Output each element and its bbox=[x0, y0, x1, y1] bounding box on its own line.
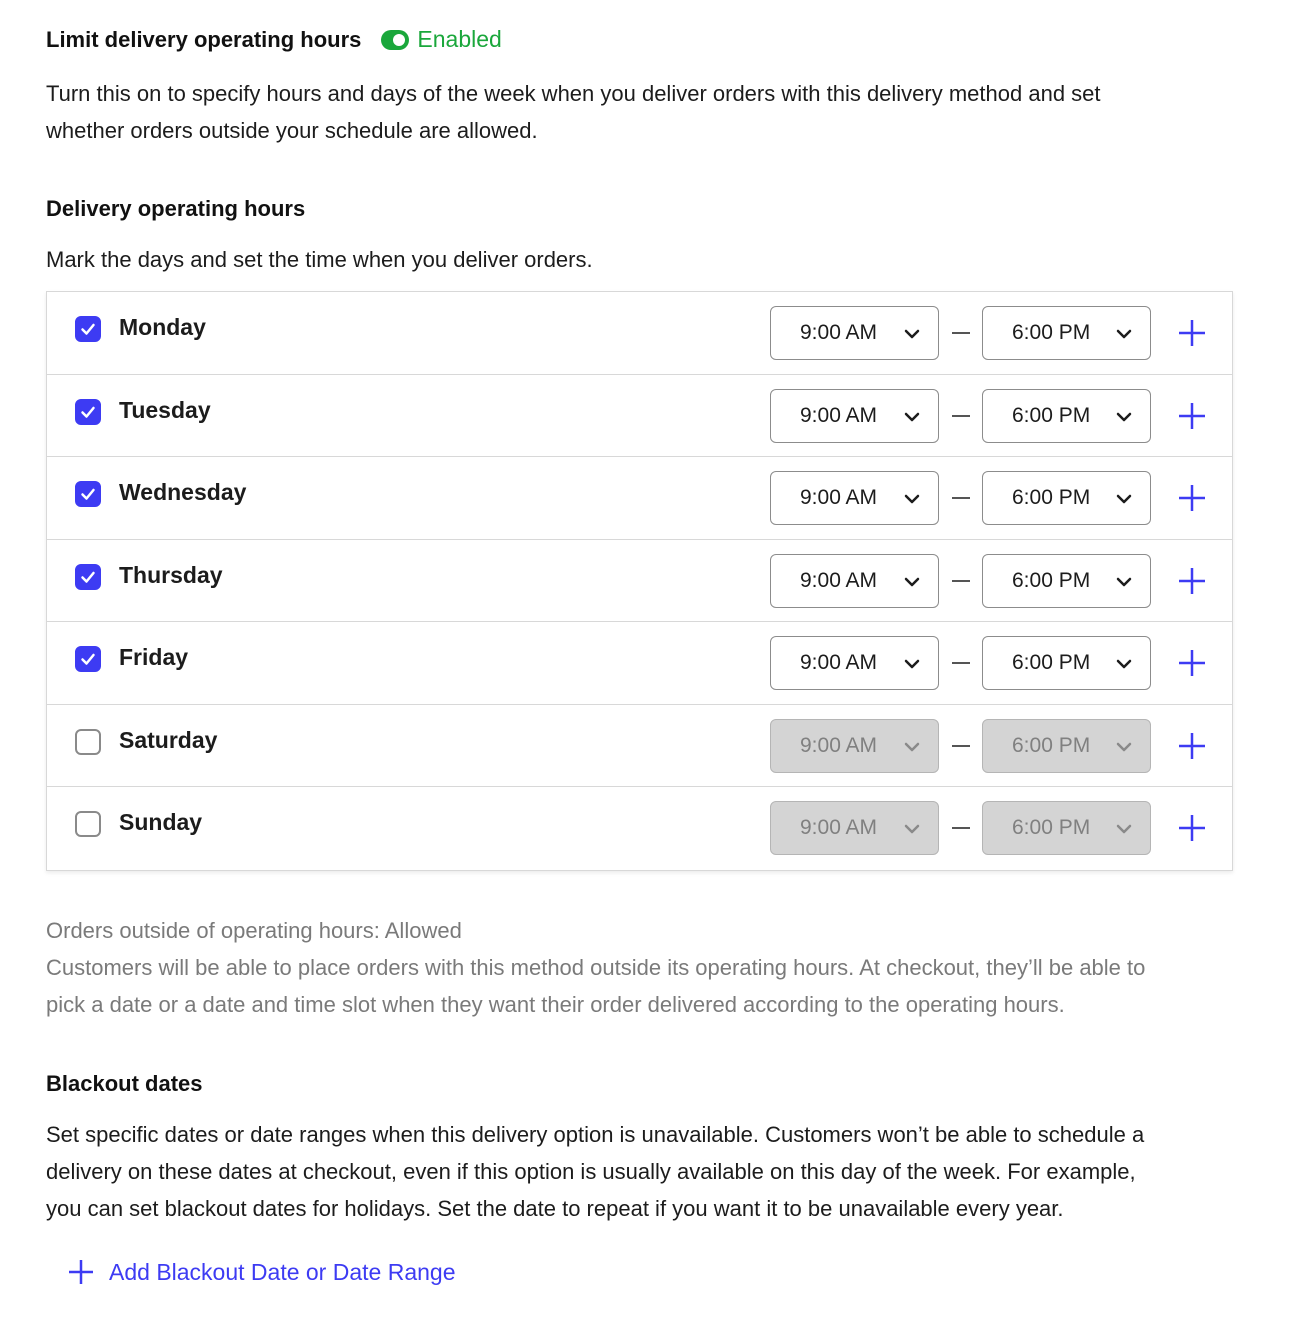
day-label: Friday bbox=[119, 644, 189, 670]
chevron-down-icon bbox=[904, 739, 920, 757]
add-time-slot-button[interactable] bbox=[1178, 484, 1206, 512]
chevron-down-icon bbox=[1116, 409, 1132, 427]
end-time-value: 6:00 PM bbox=[1012, 403, 1091, 427]
day-checkbox[interactable] bbox=[75, 646, 101, 672]
chevron-down-icon bbox=[1116, 326, 1132, 344]
day-row-wednesday bbox=[47, 457, 1232, 540]
end-time-value: 6:00 PM bbox=[1012, 486, 1091, 509]
start-time-value: 9:00 AM bbox=[800, 568, 878, 592]
toggle-status-label: Enabled bbox=[417, 26, 502, 52]
start-time-select[interactable] bbox=[770, 801, 939, 855]
limit-hours-toggle[interactable] bbox=[381, 26, 501, 53]
day-row-thursday bbox=[47, 540, 1232, 623]
check-icon bbox=[80, 321, 96, 337]
chevron-down-icon bbox=[904, 821, 920, 839]
plus-icon bbox=[1178, 732, 1206, 760]
start-time-value: 9:00 AM bbox=[800, 651, 878, 674]
time-range-separator bbox=[952, 580, 970, 582]
day-row-friday bbox=[47, 622, 1232, 705]
add-time-slot-button[interactable] bbox=[1178, 402, 1206, 430]
start-time-select[interactable] bbox=[770, 471, 939, 525]
plus-icon bbox=[1178, 402, 1206, 430]
plus-icon bbox=[1178, 319, 1206, 347]
time-range-separator bbox=[952, 662, 970, 664]
day-checkbox[interactable] bbox=[75, 481, 101, 507]
day-label: Thursday bbox=[119, 561, 223, 588]
chevron-down-icon bbox=[904, 656, 920, 674]
end-time-value: 6:00 PM bbox=[1012, 568, 1091, 592]
chevron-down-icon bbox=[904, 326, 920, 344]
check-icon bbox=[80, 569, 96, 585]
add-time-slot-button[interactable] bbox=[1178, 567, 1206, 595]
day-row-tuesday bbox=[47, 375, 1232, 458]
chevron-down-icon bbox=[904, 574, 920, 592]
operating-hours-table bbox=[46, 291, 1233, 871]
day-label: Saturday bbox=[119, 726, 218, 753]
day-label: Monday bbox=[119, 314, 206, 340]
operating-hours-title: Delivery operating hours bbox=[46, 196, 306, 221]
end-time-select[interactable] bbox=[982, 389, 1151, 443]
blackout-title: Blackout dates bbox=[46, 1071, 203, 1096]
end-time-select[interactable] bbox=[982, 719, 1151, 773]
check-icon bbox=[80, 486, 96, 502]
add-blackout-label: Add Blackout Date or Date Range bbox=[109, 1258, 456, 1285]
end-time-select[interactable] bbox=[982, 801, 1151, 855]
add-time-slot-button[interactable] bbox=[1178, 814, 1206, 842]
end-time-select[interactable] bbox=[982, 306, 1151, 360]
day-row-sunday bbox=[47, 787, 1232, 870]
end-time-value: 6:00 PM bbox=[1012, 321, 1091, 344]
day-checkbox[interactable] bbox=[75, 564, 101, 590]
add-time-slot-button[interactable] bbox=[1178, 732, 1206, 760]
add-time-slot-button[interactable] bbox=[1178, 649, 1206, 677]
plus-icon bbox=[67, 1258, 95, 1286]
limit-hours-description: Turn this on to specify hours and days of the week when you deliver orders with this delivery method and set whether orders outside your schedule are allowed. bbox=[46, 81, 1101, 143]
day-row-saturday bbox=[47, 705, 1232, 788]
chevron-down-icon bbox=[1116, 574, 1132, 592]
day-row-monday bbox=[47, 292, 1232, 375]
day-label: Tuesday bbox=[119, 396, 211, 423]
outside-hours-info: Orders outside of operating hours: Allowed Customers will be able to place orders with this method outside its operating hours. At checkout, they’ll be able to pick a date or a date and time slot when they want their order delivered according to the operating hours. bbox=[46, 912, 1145, 1023]
plus-icon bbox=[1178, 484, 1206, 512]
time-range-separator bbox=[952, 332, 970, 334]
time-range-separator bbox=[952, 745, 970, 747]
start-time-value: 9:00 AM bbox=[800, 733, 878, 757]
time-range-separator bbox=[952, 827, 970, 829]
chevron-down-icon bbox=[1116, 656, 1132, 674]
chevron-down-icon bbox=[904, 491, 920, 509]
start-time-select[interactable] bbox=[770, 636, 939, 690]
limit-hours-header bbox=[46, 26, 502, 53]
day-checkbox[interactable] bbox=[75, 811, 101, 837]
time-range-separator bbox=[952, 415, 970, 417]
time-range-separator bbox=[952, 497, 970, 499]
start-time-value: 9:00 AM bbox=[800, 321, 878, 344]
end-time-value: 6:00 PM bbox=[1012, 733, 1091, 757]
start-time-value: 9:00 AM bbox=[800, 486, 878, 509]
blackout-description: Set specific dates or date ranges when this delivery option is unavailable. Customers won’t be able to schedule a delivery on these dates at checkout, even if this option is usually available on this day of the week. For example, you can set blackout dates for holidays. Set the date to repeat if you want it to be unavailable every year. bbox=[46, 1122, 1145, 1221]
end-time-value: 6:00 PM bbox=[1012, 651, 1091, 674]
day-checkbox[interactable] bbox=[75, 316, 101, 342]
outside-hours-title: Orders outside of operating hours: Allowed bbox=[46, 918, 462, 943]
day-checkbox[interactable] bbox=[75, 729, 101, 755]
plus-icon bbox=[1178, 649, 1206, 677]
start-time-value: 9:00 AM bbox=[800, 816, 878, 839]
start-time-select[interactable] bbox=[770, 389, 939, 443]
start-time-value: 9:00 AM bbox=[800, 403, 878, 427]
add-time-slot-button[interactable] bbox=[1178, 319, 1206, 347]
chevron-down-icon bbox=[1116, 491, 1132, 509]
end-time-value: 6:00 PM bbox=[1012, 816, 1091, 839]
start-time-select[interactable] bbox=[770, 306, 939, 360]
start-time-select[interactable] bbox=[770, 554, 939, 608]
day-checkbox[interactable] bbox=[75, 399, 101, 425]
plus-icon bbox=[1178, 567, 1206, 595]
day-label: Sunday bbox=[119, 809, 203, 835]
limit-hours-title: Limit delivery operating hours bbox=[46, 26, 362, 52]
chevron-down-icon bbox=[904, 409, 920, 427]
toggle-switch-icon[interactable] bbox=[381, 30, 409, 50]
plus-icon bbox=[1178, 814, 1206, 842]
start-time-select[interactable] bbox=[770, 719, 939, 773]
operating-hours-subtitle: Mark the days and set the time when you deliver orders. bbox=[46, 247, 593, 272]
check-icon bbox=[80, 404, 96, 420]
add-blackout-date-button[interactable] bbox=[67, 1258, 455, 1286]
chevron-down-icon bbox=[1116, 739, 1132, 757]
check-icon bbox=[80, 651, 96, 667]
end-time-select[interactable] bbox=[982, 636, 1151, 690]
day-label: Wednesday bbox=[119, 479, 247, 505]
chevron-down-icon bbox=[1116, 821, 1132, 839]
end-time-select[interactable] bbox=[982, 554, 1151, 608]
end-time-select[interactable] bbox=[982, 471, 1151, 525]
